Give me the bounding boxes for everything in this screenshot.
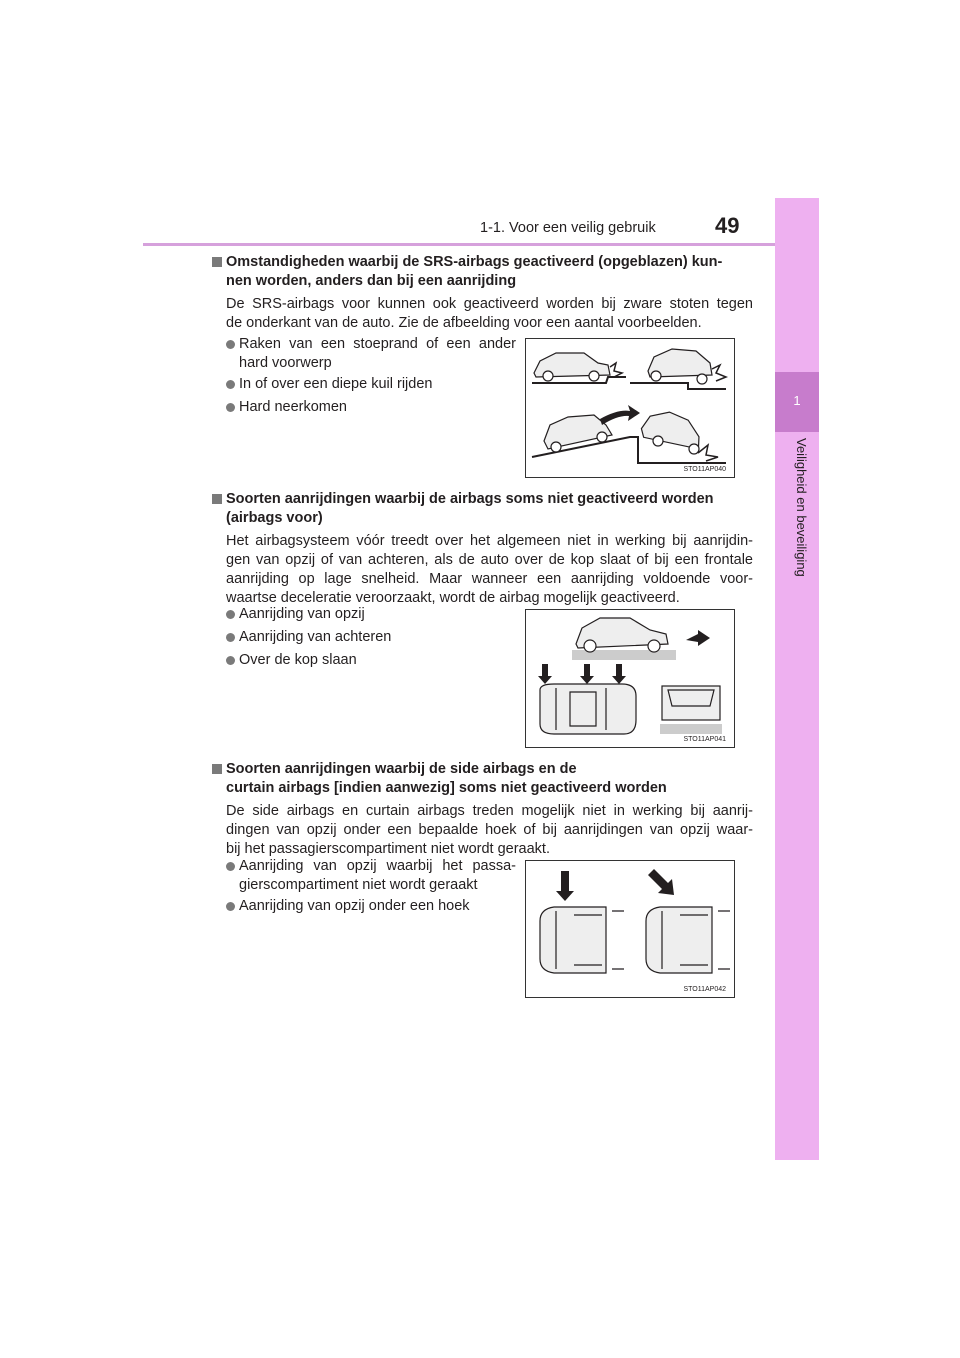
square-bullet-icon bbox=[212, 494, 222, 504]
bullet-item: Aanrijding van opzij waarbij het passa- gierscompartiment niet wordt geraakt bbox=[226, 857, 516, 895]
bullet-item: Aanrijding van opzij bbox=[226, 605, 516, 624]
chapter-sidebar bbox=[775, 198, 819, 1160]
section-paragraph-2: Het airbagsysteem vóór treedt over het algemeen niet in werking bij aanrijdin- gen van opzij of van achteren, als de auto over de kop slaat of bij een frontale aanrijding op lage snelheid. Maar wanneer een aanrijding voldoende voor- waartse deceleratie veroorzaakt, wordt de airbag mogelijk geactiveerd. bbox=[226, 533, 753, 606]
figure-code: STO11AP042 bbox=[683, 986, 726, 993]
car-collision-types-illustration bbox=[526, 610, 734, 747]
figure-underbody-impacts bbox=[525, 338, 735, 478]
bullet-item: Aanrijding van achteren bbox=[226, 628, 516, 647]
bullet-dot-icon bbox=[226, 380, 235, 389]
section-paragraph-3: De side airbags en curtain airbags treden mogelijk niet in werking bij aanrij- dingen van opzij onder een bepaalde hoek of bij aanrijdingen van opzij waar- bij het passagierscompartiment niet wordt geraakt. bbox=[226, 803, 753, 857]
bullet-item: Over de kop slaan bbox=[226, 651, 516, 670]
chapter-title: Veiligheid en beveiliging bbox=[794, 438, 809, 577]
square-bullet-icon bbox=[212, 764, 222, 774]
chapter-tab[interactable] bbox=[775, 372, 819, 432]
bullet-item: Aanrijding van opzij onder een hoek bbox=[226, 897, 516, 916]
bullet-dot-icon bbox=[226, 633, 235, 642]
side-impact-illustration bbox=[526, 861, 734, 997]
bullet-dot-icon bbox=[226, 656, 235, 665]
bullet-dot-icon bbox=[226, 403, 235, 412]
figure-non-deployment-impacts bbox=[525, 609, 735, 748]
bullet-item: Raken van een stoeprand of een ander hard voorwerp bbox=[226, 335, 516, 373]
figure-code: STO11AP041 bbox=[683, 736, 726, 743]
bullet-dot-icon bbox=[226, 610, 235, 619]
car-impact-illustration bbox=[526, 339, 734, 477]
header-divider bbox=[143, 243, 818, 246]
page-number: 49 bbox=[715, 213, 740, 238]
section-heading-3: Soorten aanrijdingen waarbij de side airbags en de curtain airbags [indien aanwezig] soms niet geactiveerd worden bbox=[212, 760, 752, 798]
running-header: 1-1. Voor een veilig gebruik bbox=[480, 220, 656, 236]
section-heading-2: Soorten aanrijdingen waarbij de airbags soms niet geactiveerd worden (airbags voor) bbox=[212, 490, 752, 528]
section-paragraph-1: De SRS-airbags voor kunnen ook geactiveerd worden bij zware stoten tegen de onderkant van de auto. Zie de afbeelding voor een aantal voorbeelden. bbox=[226, 296, 753, 331]
bullet-item: In of over een diepe kuil rijden bbox=[226, 375, 516, 394]
bullet-item: Hard neerkomen bbox=[226, 398, 516, 417]
bullet-dot-icon bbox=[226, 902, 235, 911]
square-bullet-icon bbox=[212, 257, 222, 267]
section-heading-1: Omstandigheden waarbij de SRS-airbags geactiveerd (opgeblazen) kun- nen worden, anders dan bij een aanrijding bbox=[212, 253, 752, 291]
figure-code: STO11AP040 bbox=[683, 466, 726, 473]
chapter-number: 1 bbox=[793, 393, 801, 408]
bullet-dot-icon bbox=[226, 862, 235, 871]
figure-side-impacts bbox=[525, 860, 735, 998]
bullet-dot-icon bbox=[226, 340, 235, 349]
